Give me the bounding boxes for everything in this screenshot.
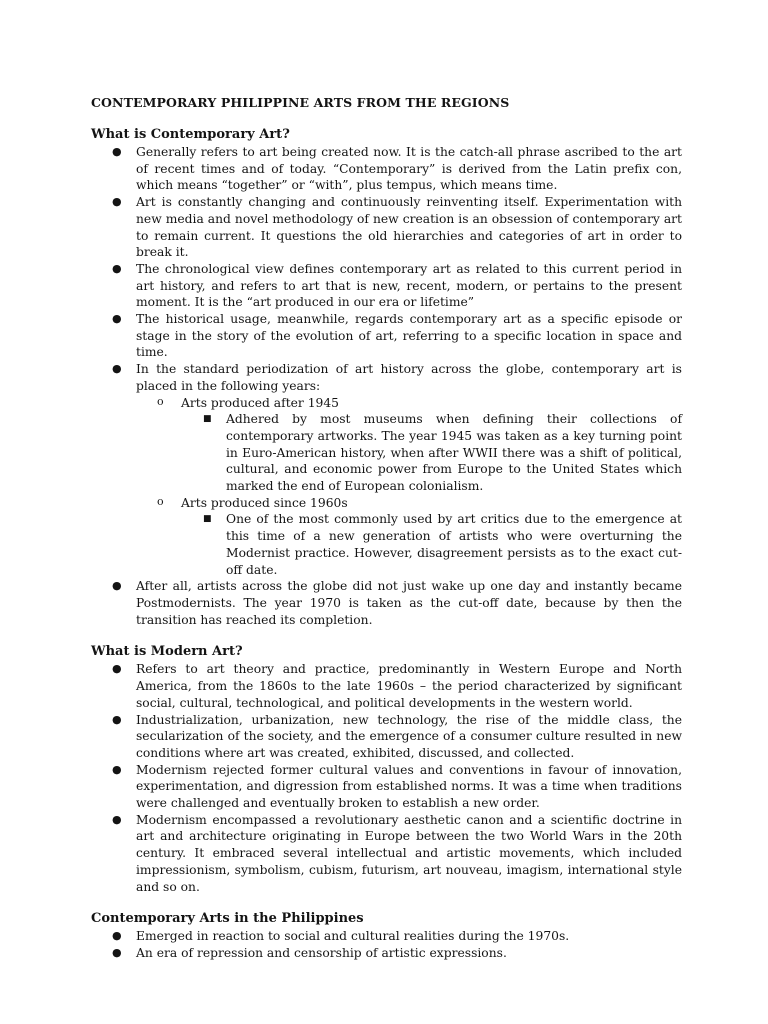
list-item-text: Art is constantly changing and continuously reinventing itself. Experimentation with new media and novel methodology of new creation is an obsession of contemporary art to remain current. It questions the old hierarchies and categories of art in order to break it. — [136, 195, 682, 260]
bullet-icon: ● — [112, 712, 122, 726]
section-contemporary-art — [91, 126, 682, 628]
bullet-icon: ● — [112, 195, 122, 209]
bullet-icon: ● — [112, 662, 122, 676]
sub-sub-list — [181, 411, 682, 495]
bullet-icon: ● — [112, 762, 122, 776]
circle-bullet-icon: o — [157, 494, 164, 508]
bullet-icon: ● — [112, 312, 122, 326]
list-item-text: Emerged in reaction to social and cultural realities during the 1970s. — [136, 929, 570, 944]
list-item — [91, 311, 682, 361]
square-bullet-icon: ■ — [203, 514, 212, 525]
list-item-text: An era of repression and censorship of artistic expressions. — [136, 945, 507, 960]
bullet-icon: ● — [112, 579, 122, 593]
list-item-text: Industrialization, urbanization, new technology, the rise of the middle class, the secularization of the society, and the emergence of a consumer culture resulted in new conditions where art was created, exhibited, discussed, and collected. — [136, 712, 682, 760]
list-item — [91, 945, 682, 962]
bullet-icon: ● — [112, 261, 122, 275]
section-modern-art — [91, 643, 682, 895]
section-heading: What is Contemporary Art? — [91, 127, 290, 142]
sub-list — [136, 395, 682, 579]
list-item-text: The historical usage, meanwhile, regards contemporary art as a specific episode or stage in the story of the evolution of art, referring to a specific location in space and time. — [136, 312, 682, 360]
list-item — [91, 812, 682, 896]
list-item-text: Modernism rejected former cultural values and conventions in favour of innovation, experimentation, and digression from established norms. It was a time when traditions were challenged and eventually broken to establish a new order. — [136, 762, 682, 811]
sub-list-item-text: Arts produced after 1945 — [181, 395, 339, 410]
list-item — [91, 578, 682, 628]
sub-sub-list — [181, 511, 682, 578]
sub-sub-list-item-text: One of the most commonly used by art critics due to the emergence at this time of a new generation of artists who were overturning the Modernist practice. However, disagreement persists as to the exact cut-off date. — [226, 512, 682, 577]
bullet-list — [91, 661, 682, 895]
list-item — [91, 144, 682, 194]
square-bullet-icon: ■ — [203, 414, 212, 425]
list-item-text: In the standard periodization of art history across the globe, contemporary art is placed in the following years: — [136, 362, 682, 393]
section-heading: What is Modern Art? — [91, 644, 243, 660]
list-item-text: Generally refers to art being created now. It is the catch-all phrase ascribed to the art of recent times and of today. “Contemporary” is derived from the Latin prefix con, which means “together” or “with”, plus tempus, which means time. — [136, 145, 682, 193]
bullet-icon: ● — [112, 812, 122, 826]
list-item — [91, 361, 682, 578]
list-item — [91, 661, 682, 711]
bullet-list — [91, 928, 682, 961]
sub-list-item-text: Arts produced since 1960s — [181, 495, 348, 510]
list-item — [91, 928, 682, 945]
sub-sub-list-item — [181, 411, 682, 495]
sub-sub-list-item — [181, 511, 682, 578]
list-item-text: After all, artists across the globe did not just wake up one day and instantly became Postmodernists. The year 1970 is taken as the cut-off date, because by then the transition has reached its completion. — [136, 579, 682, 627]
list-item-text: Modernism encompassed a revolutionary aesthetic canon and a scientific doctrine in art and architecture originating in Europe between the two World Wars in the 20th century. It embraced several intellectual and artistic movements, which included impressionism, symbolism, cubism, futurism, art nouveau, imagism, international style and so on. — [136, 812, 682, 894]
sub-list-item — [136, 495, 682, 579]
list-item — [91, 712, 682, 762]
bullet-icon: ● — [112, 145, 122, 158]
list-item-text: Refers to art theory and practice, predominantly in Western Europe and North America, from the 1860s to the late 1960s – the period characterized by significant social, cultural, technological, and political developments in the western world. — [136, 662, 682, 710]
document-title: CONTEMPORARY PHILIPPINE ARTS FROM THE REGIONS — [91, 95, 510, 110]
list-item — [91, 261, 682, 311]
section-philippine-contemporary-arts — [91, 910, 682, 961]
section-heading: Contemporary Arts in the Philippines — [91, 911, 364, 927]
bullet-icon: ● — [112, 362, 122, 376]
bullet-list — [91, 144, 682, 628]
bullet-icon: ● — [112, 945, 122, 959]
sub-sub-list-item-text: Adhered by most museums when defining their collections of contemporary artworks. The year 1945 was taken as a key turning point in Euro-American history, when after WWII there was a shift of political, cultural, and economic power from Europe to the United States which marked the end of European colonialism. — [226, 412, 682, 494]
list-item-text: The chronological view defines contemporary art as related to this current period in art history, and refers to art that is new, recent, modern, or pertains to the present moment. It is the “art produced in our era or lifetime” — [136, 261, 682, 310]
list-item — [91, 762, 682, 812]
circle-bullet-icon: o — [157, 394, 164, 408]
sub-list-item — [136, 395, 682, 495]
bullet-icon: ● — [112, 929, 122, 943]
list-item — [91, 194, 682, 261]
